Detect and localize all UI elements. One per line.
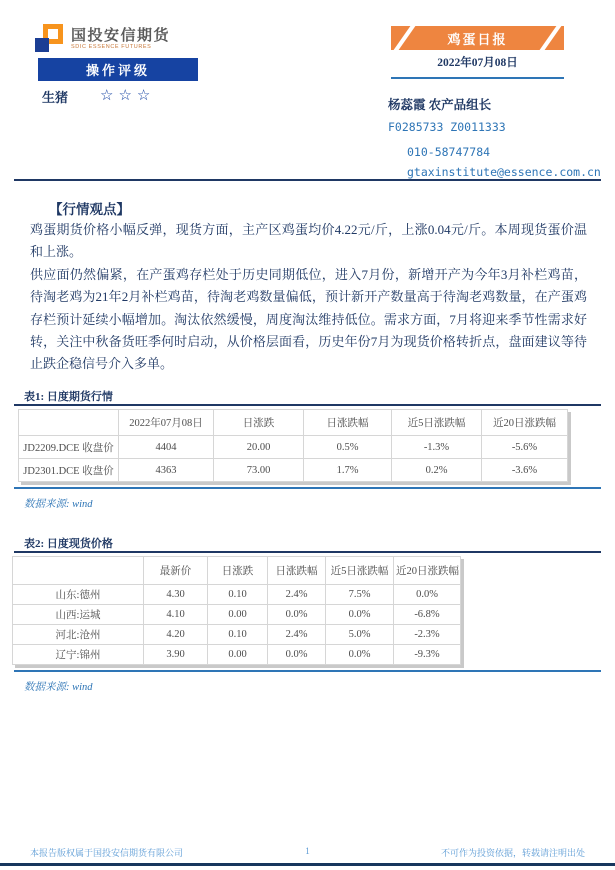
table1-source: 数据来源: wind [24, 499, 93, 510]
table-header-row [19, 410, 568, 436]
footer-page-number: 1 [305, 846, 310, 856]
table2-caption: 表2: 日度现货价格 [24, 538, 113, 550]
header-cell: 日涨跌幅 [304, 410, 392, 436]
analyst-name: 杨蕊霞 农产品组长 [388, 98, 492, 112]
rating-row [42, 87, 242, 105]
cell: -2.3% [394, 625, 461, 645]
cell: -6.8% [394, 605, 461, 625]
report-badge-label: 鸡蛋日报 [447, 31, 508, 47]
header-cell: 近5日涨跌幅 [392, 410, 482, 436]
header-cell [19, 410, 119, 436]
header-cell [13, 557, 144, 585]
table2-top-rule [14, 551, 601, 553]
table-row [19, 436, 568, 459]
cell: 20.00 [214, 436, 304, 459]
row-label: JD2301.DCE 收盘价 [19, 459, 119, 482]
header-cell: 近20日涨跌幅 [394, 557, 461, 585]
ribbon-slash-right [537, 26, 564, 50]
cell: 2.4% [268, 585, 326, 605]
rating-item-name: 生猪 [42, 90, 69, 105]
cell: 4404 [119, 436, 214, 459]
footer-copyright: 本报告版权属于国投安信期货有限公司 [30, 848, 184, 858]
cell: -1.3% [392, 436, 482, 459]
header-cell: 2022年07月08日 [119, 410, 214, 436]
table-row [13, 625, 461, 645]
header-cell: 近20日涨跌幅 [482, 410, 568, 436]
cell: 0.00 [208, 645, 268, 665]
analyst-phone: 010-58747784 [407, 145, 491, 159]
table-row [19, 459, 568, 482]
brand-logo [35, 24, 170, 54]
cell: 0.00 [208, 605, 268, 625]
cell: 0.10 [208, 585, 268, 605]
row-label: 河北:沧州 [13, 625, 144, 645]
opinion-text [30, 219, 587, 376]
cell: 4.20 [144, 625, 208, 645]
futures-table [18, 409, 568, 482]
header-cell: 日涨跌幅 [268, 557, 326, 585]
cell: 2.4% [268, 625, 326, 645]
header-cell: 最新价 [144, 557, 208, 585]
row-label: 辽宁:锦州 [13, 645, 144, 665]
company-logo-icon [35, 24, 65, 54]
header-divider [14, 179, 601, 181]
header-cell: 日涨跌 [214, 410, 304, 436]
report-badge [391, 26, 564, 50]
header-cell: 近5日涨跌幅 [326, 557, 394, 585]
cell: 0.0% [268, 605, 326, 625]
cell: 73.00 [214, 459, 304, 482]
table-header-row [13, 557, 461, 585]
table-row [13, 585, 461, 605]
cell: 1.7% [304, 459, 392, 482]
cell: -3.6% [482, 459, 568, 482]
cell: 0.0% [394, 585, 461, 605]
cell: 4.10 [144, 605, 208, 625]
table1-caption: 表1: 日度期货行情 [24, 391, 113, 403]
blue-square-icon [35, 38, 49, 52]
cell: 7.5% [326, 585, 394, 605]
brand-subtitle: SDIC ESSENCE FUTURES [71, 44, 152, 50]
ribbon-slash-left [391, 26, 418, 50]
cell: 4363 [119, 459, 214, 482]
analyst-email: gtaxinstitute@essence.com.cn [407, 165, 601, 179]
row-label: 山东:德州 [13, 585, 144, 605]
table2-bottom-rule [14, 670, 601, 672]
rating-stars: ☆☆☆ [100, 87, 156, 104]
row-label: JD2209.DCE 收盘价 [19, 436, 119, 459]
cell: -9.3% [394, 645, 461, 665]
table-row [13, 605, 461, 625]
report-date: 2022年07月08日 [391, 54, 564, 79]
rating-banner: 操作评级 [38, 58, 198, 81]
table1-bottom-rule [14, 487, 601, 489]
cell: 4.30 [144, 585, 208, 605]
cell: 0.0% [268, 645, 326, 665]
table2-source: 数据来源: wind [24, 682, 93, 693]
footer-rule [0, 863, 615, 866]
cell: 3.90 [144, 645, 208, 665]
paragraph: 供应面仍然偏紧，在产蛋鸡存栏处于历史同期低位，进入7月份，新增开产为今年3月补栏鸡苗，待淘老鸡为21年2月补栏鸡苗，待淘老鸡数量偏低，预计新开产数量高于待淘老鸡数量，在产蛋鸡存栏预计延续小幅增加。淘汰依然缓慢，周度淘汰维持低位。需求方面，7月将迎来季节性需求好转，关注中秋备货旺季何时启动，从价格层面看，历史年份7月为现货价格转折点，盘面建议等待止跌企稳信号介入多单。 [30, 266, 587, 372]
cell: 0.2% [392, 459, 482, 482]
paragraph: 鸡蛋期货价格小幅反弹，现货方面，主产区鸡蛋均价4.22元/斤，上涨0.04元/斤。本周现货蛋价温和上涨。 [30, 222, 587, 260]
cell: -5.6% [482, 436, 568, 459]
cell: 0.0% [326, 605, 394, 625]
analyst-credentials: F0285733 Z0011333 [388, 120, 506, 134]
row-label: 山西:运城 [13, 605, 144, 625]
header-cell: 日涨跌 [208, 557, 268, 585]
section-title: 【行情观点】 [49, 202, 130, 217]
cell: 5.0% [326, 625, 394, 645]
cell: 0.5% [304, 436, 392, 459]
cell: 0.10 [208, 625, 268, 645]
table-row [13, 645, 461, 665]
spot-price-table [12, 556, 461, 665]
footer-disclaimer: 不可作为投资依据，转载请注明出处 [440, 848, 585, 858]
brand-name: 国投安信期货 [71, 27, 171, 44]
cell: 0.0% [326, 645, 394, 665]
table1-top-rule [14, 404, 601, 406]
